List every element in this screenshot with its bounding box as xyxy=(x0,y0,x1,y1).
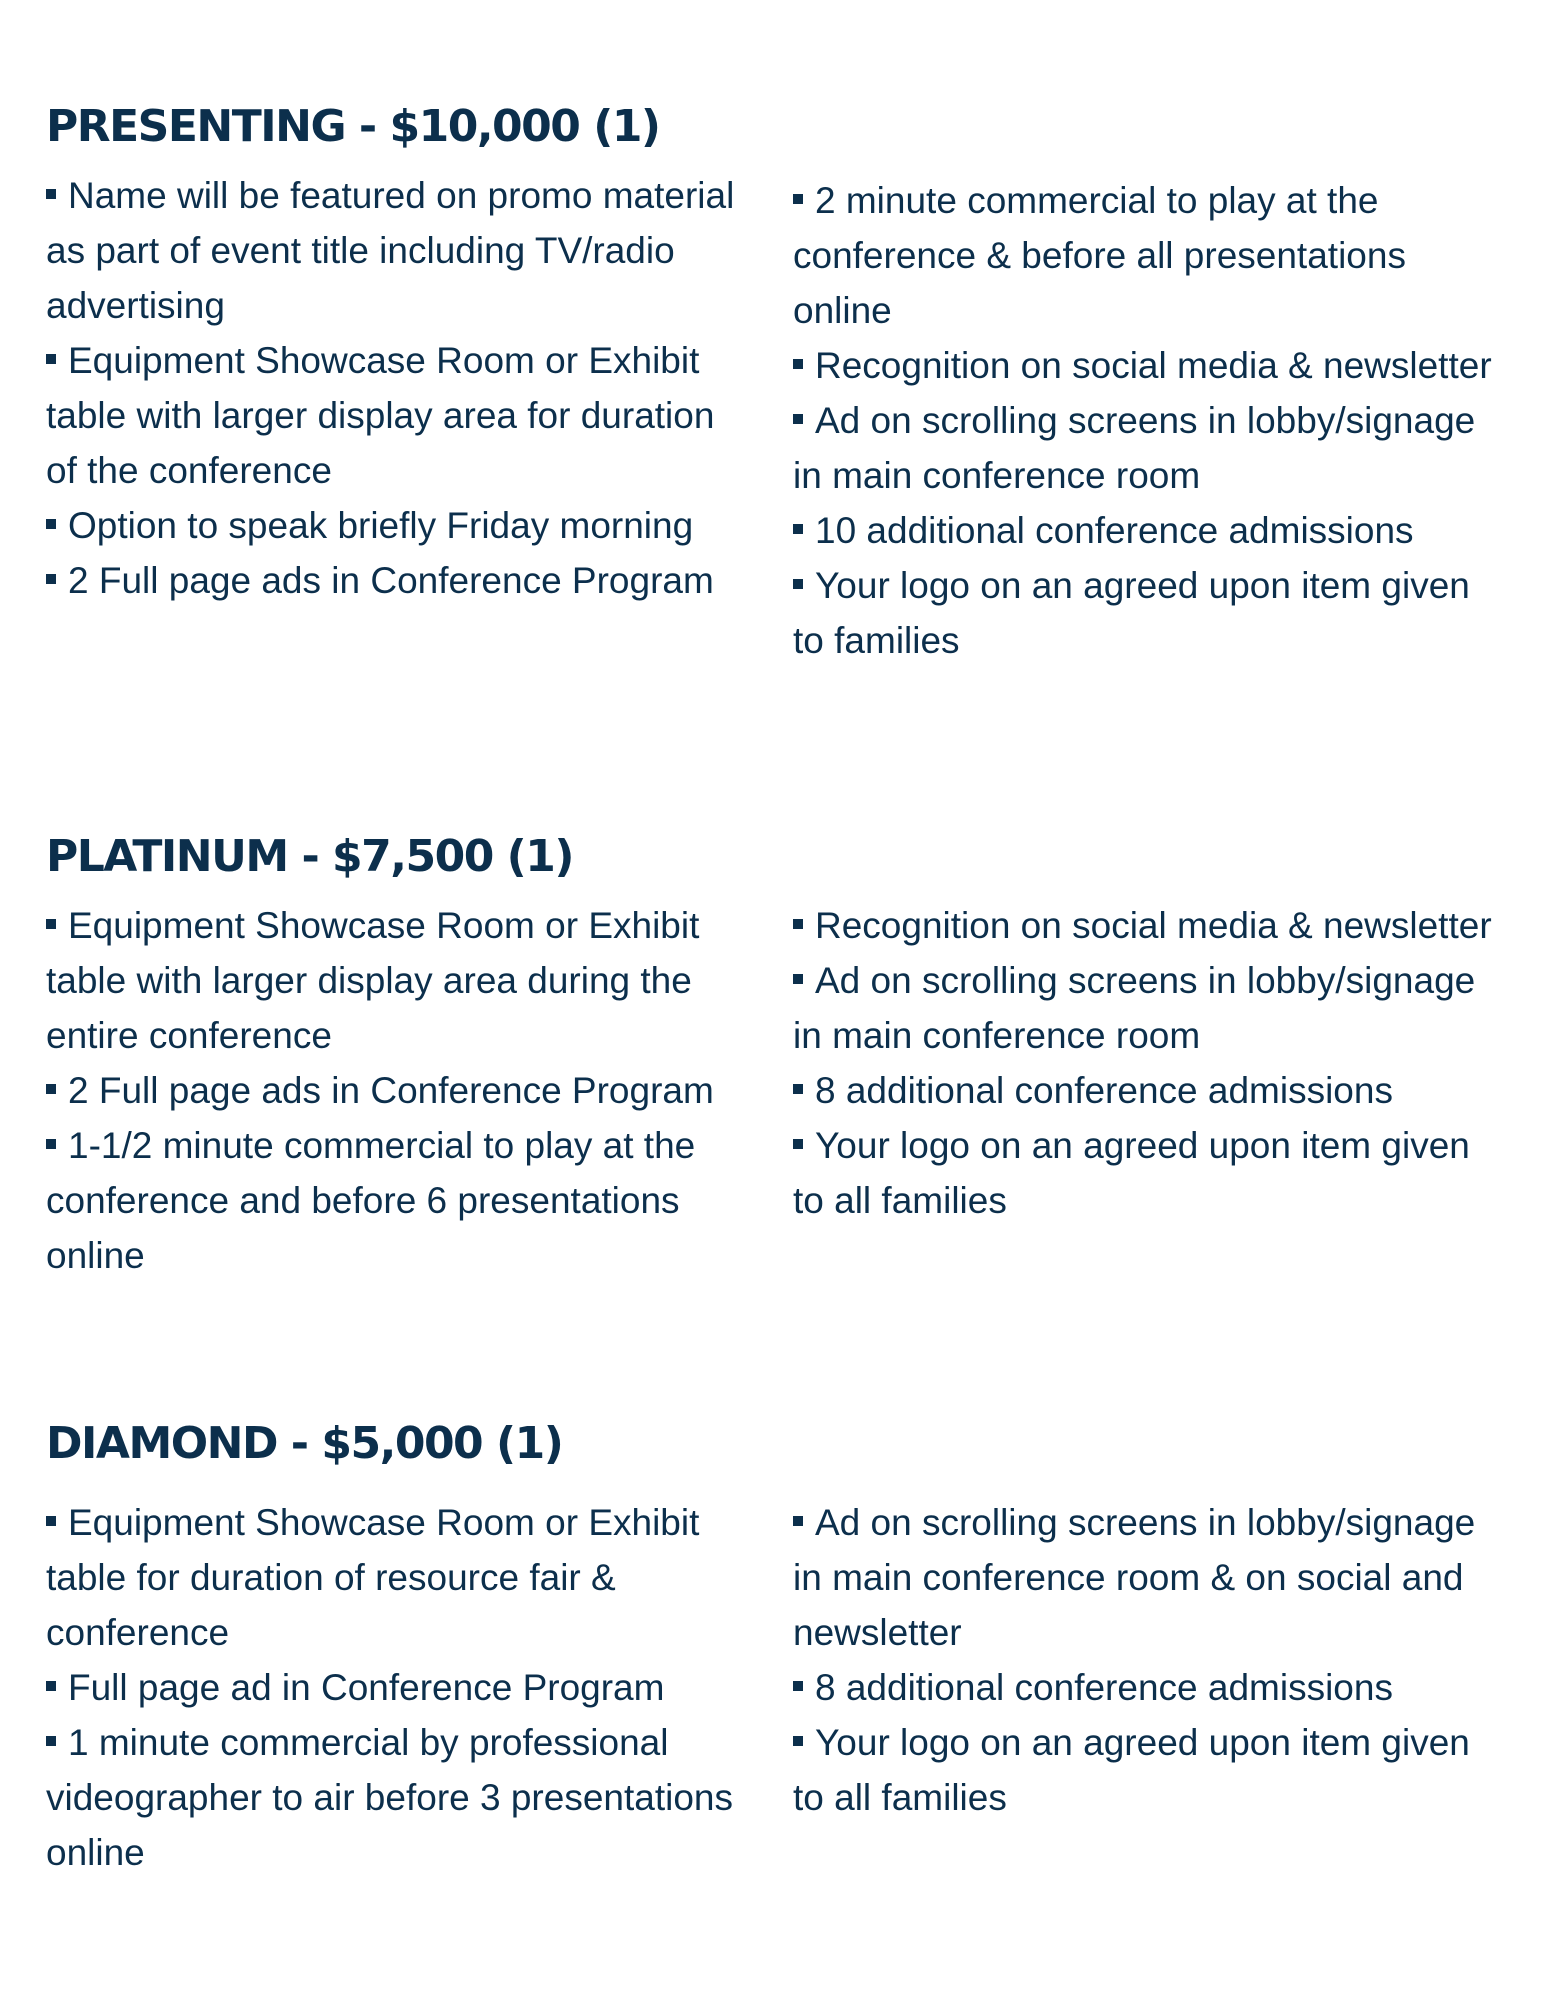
benefits-left-column xyxy=(46,168,736,608)
benefit-item: Full page ad in Conference Program xyxy=(46,1660,736,1715)
square-bullet-icon xyxy=(46,519,56,529)
square-bullet-icon xyxy=(46,189,56,199)
square-bullet-icon xyxy=(793,1084,803,1094)
square-bullet-icon xyxy=(46,919,56,929)
benefit-item: Ad on scrolling screens in lobby/signage in main conference room & on social and newsletter xyxy=(793,1502,1476,1653)
square-bullet-icon xyxy=(793,974,803,984)
benefit-item: Option to speak briefly Friday morning xyxy=(46,498,736,553)
tier-title: PRESENTING - $10,000 (1) xyxy=(46,101,660,152)
benefit-item: Recognition on social media & newsletter xyxy=(793,898,1493,953)
benefit-item: 8 additional conference admissions xyxy=(793,1660,1493,1715)
square-bullet-icon xyxy=(46,354,56,364)
square-bullet-icon xyxy=(793,1736,803,1746)
tier-title: PLATINUM - $7,500 (1) xyxy=(46,831,573,882)
square-bullet-icon xyxy=(46,574,56,584)
benefit-item: Recognition on social media & newsletter xyxy=(793,338,1493,393)
benefit-item: 2 Full page ads in Conference Program xyxy=(46,1063,736,1118)
square-bullet-icon xyxy=(793,194,803,204)
benefit-item: Your logo on an agreed upon item given to families xyxy=(793,565,1470,661)
square-bullet-icon xyxy=(46,1139,56,1149)
tier-title: DIAMOND - $5,000 (1) xyxy=(46,1418,563,1469)
benefit-item: 2 Full page ads in Conference Program xyxy=(46,553,736,608)
benefits-left-column xyxy=(46,1495,736,1880)
square-bullet-icon xyxy=(793,414,803,424)
benefit-item: Your logo on an agreed upon item given to all families xyxy=(793,1125,1470,1221)
benefit-item: 8 additional conference admissions xyxy=(793,1063,1493,1118)
benefits-right-column xyxy=(793,898,1493,1228)
square-bullet-icon xyxy=(46,1516,56,1526)
benefit-item: Ad on scrolling screens in lobby/signage in main conference room xyxy=(793,960,1476,1056)
benefit-item: 2 minute commercial to play at the conference & before all presentations online xyxy=(793,180,1406,331)
benefit-item: Equipment Showcase Room or Exhibit table with larger display area for duration of the conference xyxy=(46,340,715,491)
benefit-item: 1 minute commercial by professional videographer to air before 3 presentations online xyxy=(46,1722,733,1873)
benefit-item: 1-1/2 minute commercial to play at the conference and before 6 presentations online xyxy=(46,1125,696,1276)
benefit-item: Your logo on an agreed upon item given to all families xyxy=(793,1722,1470,1818)
benefit-item: Name will be featured on promo material as part of event title including TV/radio advertising xyxy=(46,175,735,326)
benefit-item: Ad on scrolling screens in lobby/signage in main conference room xyxy=(793,400,1476,496)
square-bullet-icon xyxy=(46,1681,56,1691)
square-bullet-icon xyxy=(793,1139,803,1149)
square-bullet-icon xyxy=(793,1516,803,1526)
benefits-right-column xyxy=(793,173,1493,668)
benefits-right-column xyxy=(793,1495,1493,1825)
square-bullet-icon xyxy=(793,1681,803,1691)
square-bullet-icon xyxy=(46,1736,56,1746)
benefits-left-column xyxy=(46,898,736,1283)
square-bullet-icon xyxy=(793,359,803,369)
benefit-item: Equipment Showcase Room or Exhibit table with larger display area during the entire conference xyxy=(46,905,700,1056)
square-bullet-icon xyxy=(793,579,803,589)
benefit-item: 10 additional conference admissions xyxy=(793,503,1493,558)
benefit-item: Equipment Showcase Room or Exhibit table for duration of resource fair & conference xyxy=(46,1502,700,1653)
square-bullet-icon xyxy=(793,919,803,929)
square-bullet-icon xyxy=(793,524,803,534)
square-bullet-icon xyxy=(46,1084,56,1094)
